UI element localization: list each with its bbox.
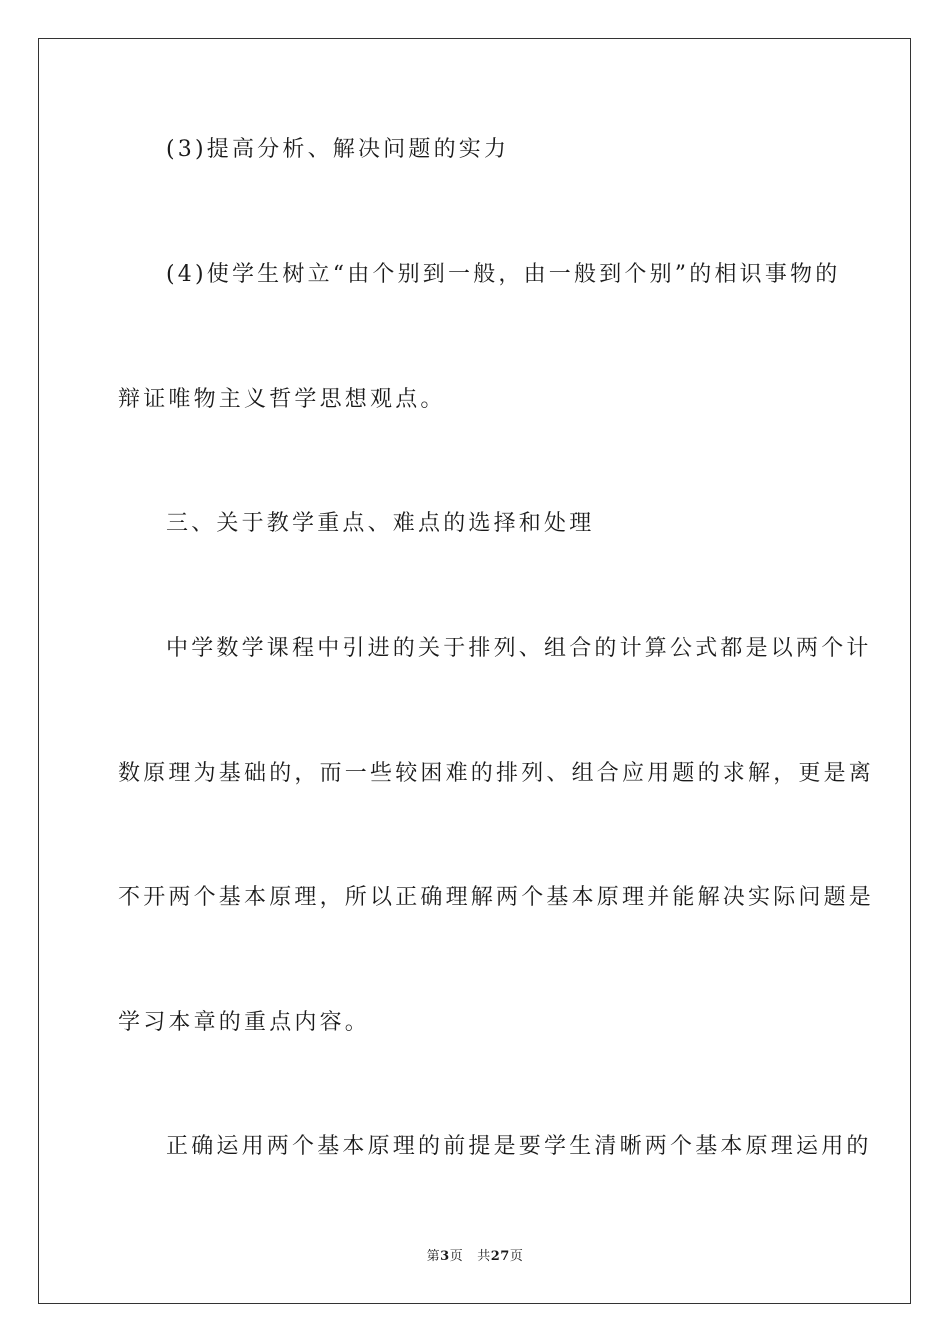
text-line: 辩证唯物主义哲学思想观点。 xyxy=(118,387,446,412)
footer-page-suffix: 页 xyxy=(449,1249,464,1264)
text-line: (4)使学生树立“由个别到一般，由一般到个别”的相识事物的 xyxy=(166,262,841,287)
page-footer xyxy=(0,1245,950,1264)
footer-total-pages: 27 xyxy=(490,1249,510,1264)
footer-page-prefix: 第 xyxy=(426,1249,441,1264)
text-line: 学习本章的重点内容。 xyxy=(118,1010,371,1035)
text-line: 不开两个基本原理，所以正确理解两个基本原理并能解决实际问题是 xyxy=(118,885,875,910)
section-heading: 三、关于教学重点、难点的选择和处理 xyxy=(166,511,595,536)
page-border xyxy=(38,38,911,1304)
footer-total-suffix: 页 xyxy=(509,1249,524,1264)
footer-page-number: 3 xyxy=(440,1249,450,1264)
text-line: 中学数学课程中引进的关于排列、组合的计算公式都是以两个计 xyxy=(166,636,872,661)
footer-total-prefix: 共 xyxy=(477,1249,491,1264)
text-line: 数原理为基础的，而一些较困难的排列、组合应用题的求解，更是离 xyxy=(118,761,875,786)
text-line: 正确运用两个基本原理的前提是要学生清晰两个基本原理运用的 xyxy=(166,1134,872,1159)
text-line: (3)提高分析、解决问题的实力 xyxy=(166,137,510,162)
